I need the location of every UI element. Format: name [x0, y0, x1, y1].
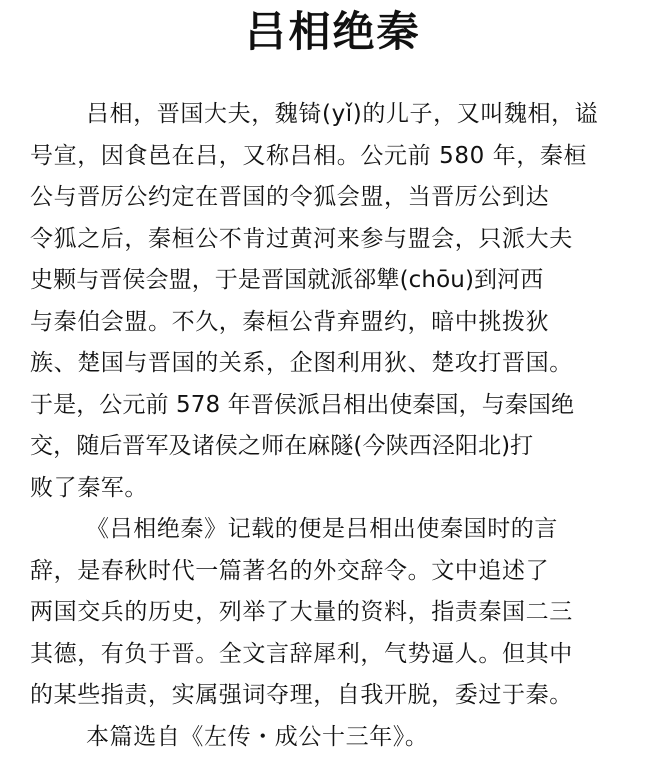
paragraph-summary — [30, 509, 640, 717]
paragraph-line: 史颗与晋侯会盟，于是晋国就派郤犨(chōu)到河西 — [30, 260, 640, 302]
paragraph-line: 于是，公元前 578 年晋侯派吕相出使秦国，与秦国绝 — [30, 385, 640, 427]
paragraph-line: 号宣，因食邑在吕，又称吕相。公元前 580 年，秦桓 — [30, 136, 640, 178]
paragraph-line: 本篇选自《左传・成公十三年》。 — [30, 717, 640, 758]
paragraph-line: 公与晋厉公约定在晋国的令狐会盟，当晋厉公到达 — [30, 177, 640, 219]
paragraph-line: 辞，是春秋时代一篇著名的外交辞令。文中追述了 — [30, 551, 640, 593]
paragraph-line: 《吕相绝秦》记载的便是吕相出使秦国时的言 — [30, 509, 640, 551]
paragraph-line: 两国交兵的历史，列举了大量的资料，指责秦国二三 — [30, 592, 640, 634]
paragraph-line: 令狐之后，秦桓公不肯过黄河来参与盟会，只派大夫 — [30, 219, 640, 261]
article-body — [30, 94, 640, 758]
paragraph-intro — [30, 94, 640, 509]
paragraph-line: 败了秦军。 — [30, 468, 640, 510]
paragraph-source — [30, 717, 640, 758]
paragraph-line: 吕相，晋国大夫，魏锜(yǐ)的儿子，又叫魏相，谥 — [30, 94, 640, 136]
page-title: 吕相绝秦 — [0, 6, 665, 58]
paragraph-line: 与秦伯会盟。不久，秦桓公背弃盟约，暗中挑拨狄 — [30, 302, 640, 344]
paragraph-line: 的某些指责，实属强词夺理，自我开脱，委过于秦。 — [30, 675, 640, 717]
paragraph-line: 族、楚国与晋国的关系，企图利用狄、楚攻打晋国。 — [30, 343, 640, 385]
paragraph-line: 其德，有负于晋。全文言辞犀利，气势逼人。但其中 — [30, 634, 640, 676]
paragraph-line: 交，随后晋军及诸侯之师在麻隧(今陕西泾阳北)打 — [30, 426, 640, 468]
